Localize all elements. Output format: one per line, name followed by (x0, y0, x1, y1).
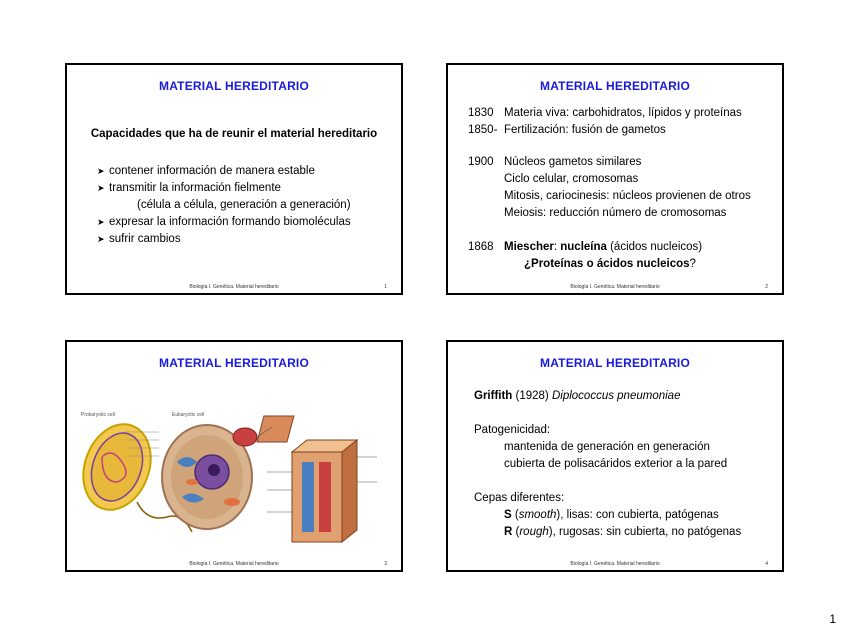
page-number: 1 (829, 612, 836, 626)
list-item: ➤ contener información de manera estable (97, 163, 351, 180)
strains-block: Cepas diferentes: S (smooth), lisas: con cubierta, patógenas R (rough), rugosas: sin cubierta, no patógenas (474, 490, 741, 541)
slide-title: MATERIAL HEREDITARIO (159, 79, 309, 93)
slide-number: 2 (765, 284, 768, 290)
eukaryotic-label: Eukaryotic cell (172, 412, 205, 418)
list-item: ➤ sufrir cambios (97, 231, 351, 248)
list-item: ➤ transmitir la información fielmente (97, 180, 351, 197)
arrow-bullet-icon: ➤ (97, 234, 105, 244)
timeline (468, 105, 742, 139)
slide-footer: Biología I. Genética. Material hereditario (189, 284, 279, 290)
cell-illustration (67, 412, 403, 552)
timeline-row: Ciclo celular, cromosomas (504, 173, 639, 185)
slide-footer: Biología I. Genética. Material hereditario (570, 561, 660, 567)
timeline (468, 239, 702, 273)
pathogenicity-block: Patogenicidad: mantenida de generación en generación cubierta de polisacáridos exterior a la pared (474, 424, 728, 470)
slide-3 (65, 340, 403, 572)
slide-title: MATERIAL HEREDITARIO (159, 356, 309, 370)
bullet-list (97, 163, 351, 248)
list-item: (célula a célula, generación a generación) (137, 199, 351, 211)
slide-number: 4 (765, 561, 768, 567)
slide-1 (65, 63, 403, 295)
question-line: ¿Proteínas o ácidos nucleicos? (524, 258, 696, 270)
slide-footer: Biología I. Genética. Material hereditario (189, 561, 279, 567)
strain-r: R (rough), rugosas: sin cubierta, no patógenas (504, 526, 742, 538)
slide-2 (446, 63, 784, 295)
timeline-row: 1850- Fertilización: fusión de gametos (468, 124, 666, 136)
slide-4 (446, 340, 784, 572)
list-item: ➤ expresar la información formando biomoléculas (97, 214, 351, 231)
prokaryotic-label: Prokaryotic cell (81, 412, 115, 418)
strain-s: S (smooth), lisas: con cubierta, patógenas (504, 509, 719, 521)
arrow-bullet-icon: ➤ (97, 217, 105, 227)
griffith-line: Griffith (1928) Diplococcus pneumoniae (474, 390, 681, 402)
timeline-row: Mitosis, cariocinesis: núcleos provienen de otros (504, 190, 751, 202)
timeline-row: 1868 Miescher: nucleína (ácidos nucleicos) (468, 241, 703, 253)
slide-number: 1 (384, 284, 387, 290)
slide-subtitle: Capacidades que ha de reunir el material hereditario (90, 128, 378, 140)
arrow-bullet-icon: ➤ (97, 166, 105, 176)
timeline-row: Meiosis: reducción número de cromosomas (504, 207, 727, 219)
chromosome-icon (233, 416, 294, 446)
timeline-row: 1830 Materia viva: carbohidratos, lípidos y proteínas (468, 107, 742, 119)
slide-title: MATERIAL HEREDITARIO (540, 79, 690, 93)
arrow-bullet-icon: ➤ (97, 183, 105, 193)
slide-footer: Biología I. Genética. Material hereditario (570, 284, 660, 290)
slide-title: MATERIAL HEREDITARIO (540, 356, 690, 370)
slide-number: 3 (384, 561, 387, 567)
tissue-block-icon (267, 440, 377, 542)
timeline (468, 154, 751, 222)
timeline-row: 1900 Núcleos gametos similares (468, 156, 642, 168)
